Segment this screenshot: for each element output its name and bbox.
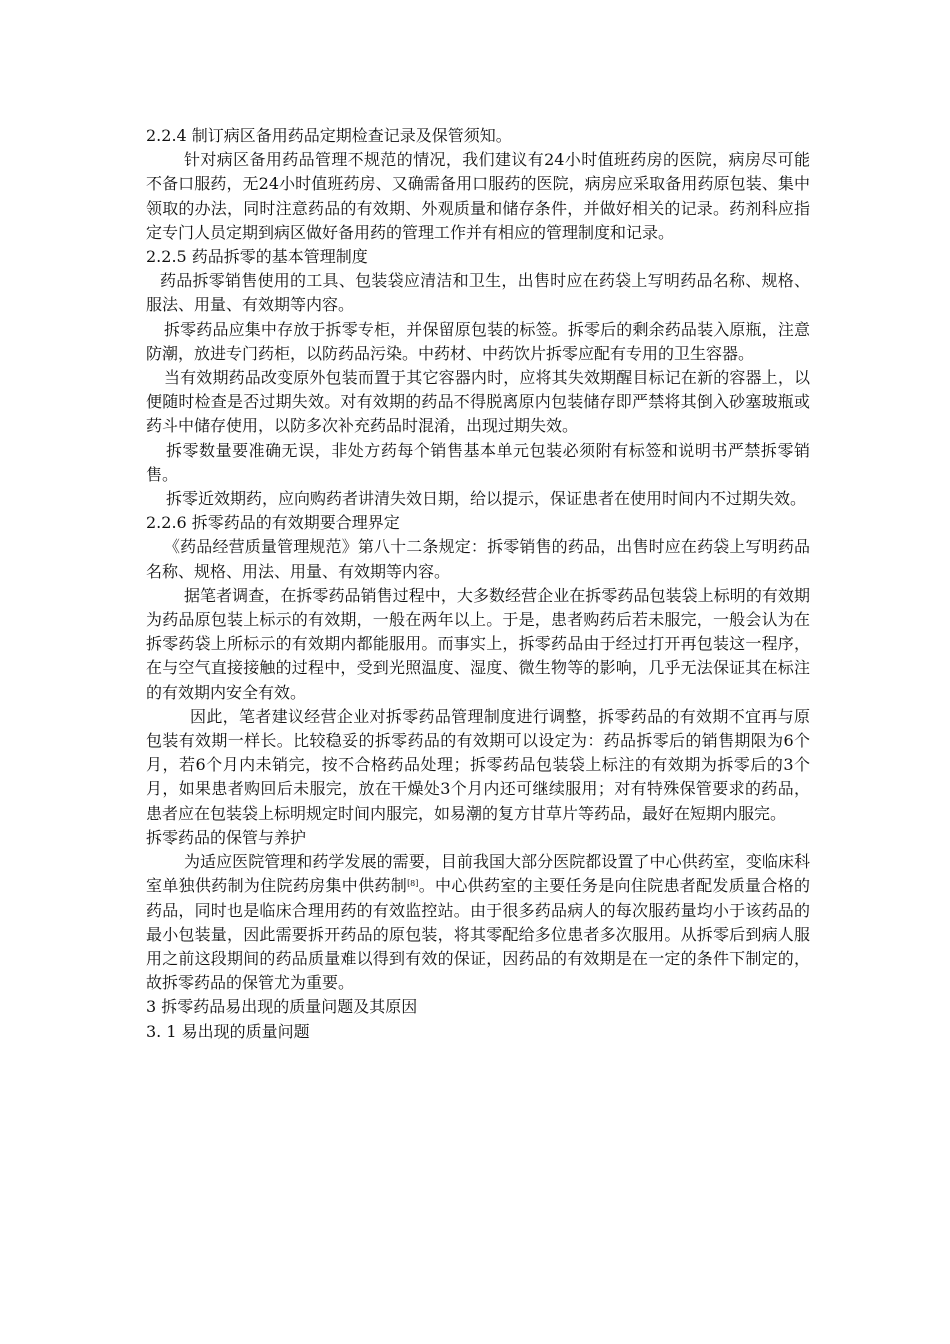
- citation-ref: [8]: [407, 879, 419, 889]
- paragraph: 据笔者调查，在拆零药品销售过程中，大多数经营企业在拆零药品包装袋上标明的有效期为药品原包装上标示的有效期，一般在两年以上。于是，患者购药后若未服完，一般会认为在拆零药袋上所标示的有效期内都能服用。而事实上，拆零药品由于经过打开再包装这一程序，在与空气直接接触的过程中，受到光照温度、湿度、微生物等的影响，几乎无法保证其在标注的有效期内安全有效。: [146, 585, 810, 702]
- paragraph: [146, 850, 810, 995]
- section-heading-2-2-4: 2.2.4 制订病区备用药品定期检查记录及保管须知。: [146, 126, 512, 145]
- paragraph: 针对病区备用药品管理不规范的情况，我们建议有24小时值班药房的医院，病房尽可能不备口服药，无24小时值班药房、又确需备用口服药的医院，病房应采取备用药原包装、集中领取的办法，同时注意药品的有效期、外观质量和储存条件，并做好相关的记录。药剂科应指定专门人员定期到病区做好备用药的管理工作并有相应的管理制度和记录。: [146, 150, 810, 242]
- paragraph: 药品拆零销售使用的工具、包装袋应清洁和卫生，出售时应在药袋上写明药品名称、规格、服法、用量、有效期等内容。: [146, 271, 810, 315]
- section-heading-storage: 拆零药品的保管与养护: [146, 827, 307, 847]
- paragraph: 因此，笔者建议经营企业对拆零药品管理制度进行调整，拆零药品的有效期不宜再与原包装有效期一样长。比较稳妥的拆零药品的有效期可以设定为：药品拆零后的销售期限为6个月，若6个月内未销完，按不合格药品处理；拆零药品包装袋上标注的有效期为拆零后的3个月，如果患者购回后未服完，放在干燥处3个月内还可继续服用；对有特殊保管要求的药品，患者应在包装袋上标明规定时间内服完，如易潮的复方甘草片等药品，最好在短期内服完。: [146, 706, 810, 823]
- section-heading-3-1: 3. 1 易出现的质量问题: [146, 1021, 310, 1041]
- paragraph: 拆零药品应集中存放于拆零专柜，并保留原包装的标签。拆零后的剩余药品装入原瓶，注意防潮，放进专门药柜，以防药品污染。中药材、中药饮片拆零应配有专用的卫生容器。: [146, 319, 810, 363]
- document-page: [146, 124, 810, 1044]
- section-heading-3: 3 拆零药品易出现的质量问题及其原因: [146, 997, 418, 1017]
- paragraph: 当有效期药品改变原外包装而置于其它容器内时，应将其失效期醒目标记在新的容器上，以便随时检查是否过期失效。对有效期的药品不得脱离原内包装储存即严禁将其倒入砂塞玻瓶或药斗中储存使用，以防多次补充药品时混淆，出现过期失效。: [146, 368, 810, 436]
- paragraph-text: 为适应医院管理和药学发展的需要，目前我国大部分医院都设置了中心供药室，变临床科室单独供药制为住院药房集中供药制: [146, 852, 810, 896]
- paragraph: 《药品经营质量管理规范》第八十二条规定：拆零销售的药品，出售时应在药袋上写明药品名称、规格、用法、用量、有效期等内容。: [146, 537, 810, 581]
- section-heading-2-2-6: 2.2.6 拆零药品的有效期要合理界定: [146, 513, 400, 533]
- paragraph-text: 。中心供药室的主要任务是向住院患者配发质量合格的药品，同时也是临床合理用药的有效监控站。由于很多药品病人的每次服药量均小于该药品的最小包装量，因此需要拆开药品的原包装，将其零配给多位患者多次服用。从拆零后到病人服用之前这段期间的药品质量难以得到有效的保证，因药品的有效期是在一定的条件下制定的，故拆零药品的保管尤为重要。: [146, 876, 810, 993]
- paragraph: 拆零近效期药，应向购药者讲清失效日期，给以提示，保证患者在使用时间内不过期失效。: [166, 489, 807, 509]
- section-heading-2-2-5: 2.2.5 药品拆零的基本管理制度: [146, 247, 368, 267]
- paragraph: 拆零数量要准确无误，非处方药每个销售基本单元包装必须附有标签和说明书严禁拆零销售。: [146, 440, 810, 484]
